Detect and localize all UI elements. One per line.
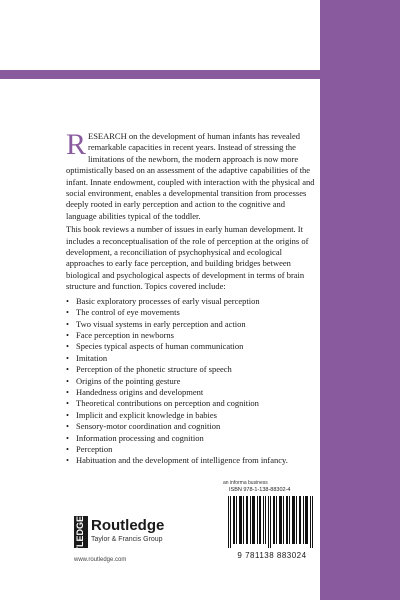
list-item: • Imitation bbox=[66, 353, 316, 364]
barcode-bars-icon bbox=[224, 496, 320, 548]
list-item: • Basic exploratory processes of early visual perception bbox=[66, 296, 316, 307]
list-item: • Handedness origins and development bbox=[66, 387, 316, 398]
list-item: • Implicit and explicit knowledge in babies bbox=[66, 410, 316, 421]
informa-tagline: an informa business bbox=[223, 480, 268, 486]
blurb-p1-text: ESEARCH on the development of human infants has revealed remarkable capacities in recent years. Instead of stressing the limitations of the newborn, the modern approach is now more optimistically based on an assessment of the adaptive capabilities of the infant. Innate endowment, coupled with interaction with the physical and social environment, enables a developmental transition from processes deeply rooted in early perception and action to the cognitive and language abilities typical of the toddler. bbox=[66, 131, 315, 221]
list-item: • The control of eye movements bbox=[66, 307, 316, 318]
list-item: • Information processing and cognition bbox=[66, 433, 316, 444]
barcode-number: 9 781138 883024 bbox=[237, 551, 307, 560]
list-item: • Sensory-motor coordination and cognition bbox=[66, 421, 316, 432]
list-item: • Perception of the phonetic structure of speech bbox=[66, 364, 316, 375]
publisher-group: Taylor & Francis Group bbox=[91, 536, 163, 543]
list-item: • Species typical aspects of human communication bbox=[66, 341, 316, 352]
list-item: • Two visual systems in early perception and action bbox=[66, 319, 316, 330]
list-item: • Origins of the pointing gesture bbox=[66, 376, 316, 387]
logo-letter: ROUTLEDGE bbox=[75, 516, 85, 573]
list-item: • Habituation and the development of intelligence from infancy. bbox=[66, 455, 316, 466]
barcode bbox=[224, 496, 320, 552]
publisher-url: www.routledge.com bbox=[74, 557, 127, 563]
blurb-paragraph-1 bbox=[66, 128, 316, 222]
topics-list bbox=[66, 296, 316, 467]
routledge-logo-icon bbox=[74, 516, 88, 573]
list-item: • Theoretical contributions on perception and cognition bbox=[66, 398, 316, 409]
drop-cap: R bbox=[66, 128, 87, 161]
list-item: • Face perception in newborns bbox=[66, 330, 316, 341]
blurb-paragraph-2: This book reviews a number of issues in early human development. It includes a reconceptualisation of the role of perception at the origins of development, a reconciliation of psychophysical and ecological approaches to early face perception, and building bridges between biological and psychological aspects of development in terms of brain structure and function. Topics covered include: bbox=[66, 224, 309, 292]
blurb bbox=[66, 128, 316, 467]
purple-spine-strip bbox=[320, 0, 400, 600]
isbn-text: ISBN 978-1-138-88302-4 bbox=[229, 487, 291, 493]
publisher-name: Routledge bbox=[91, 517, 165, 534]
list-item: • Perception bbox=[66, 444, 316, 455]
